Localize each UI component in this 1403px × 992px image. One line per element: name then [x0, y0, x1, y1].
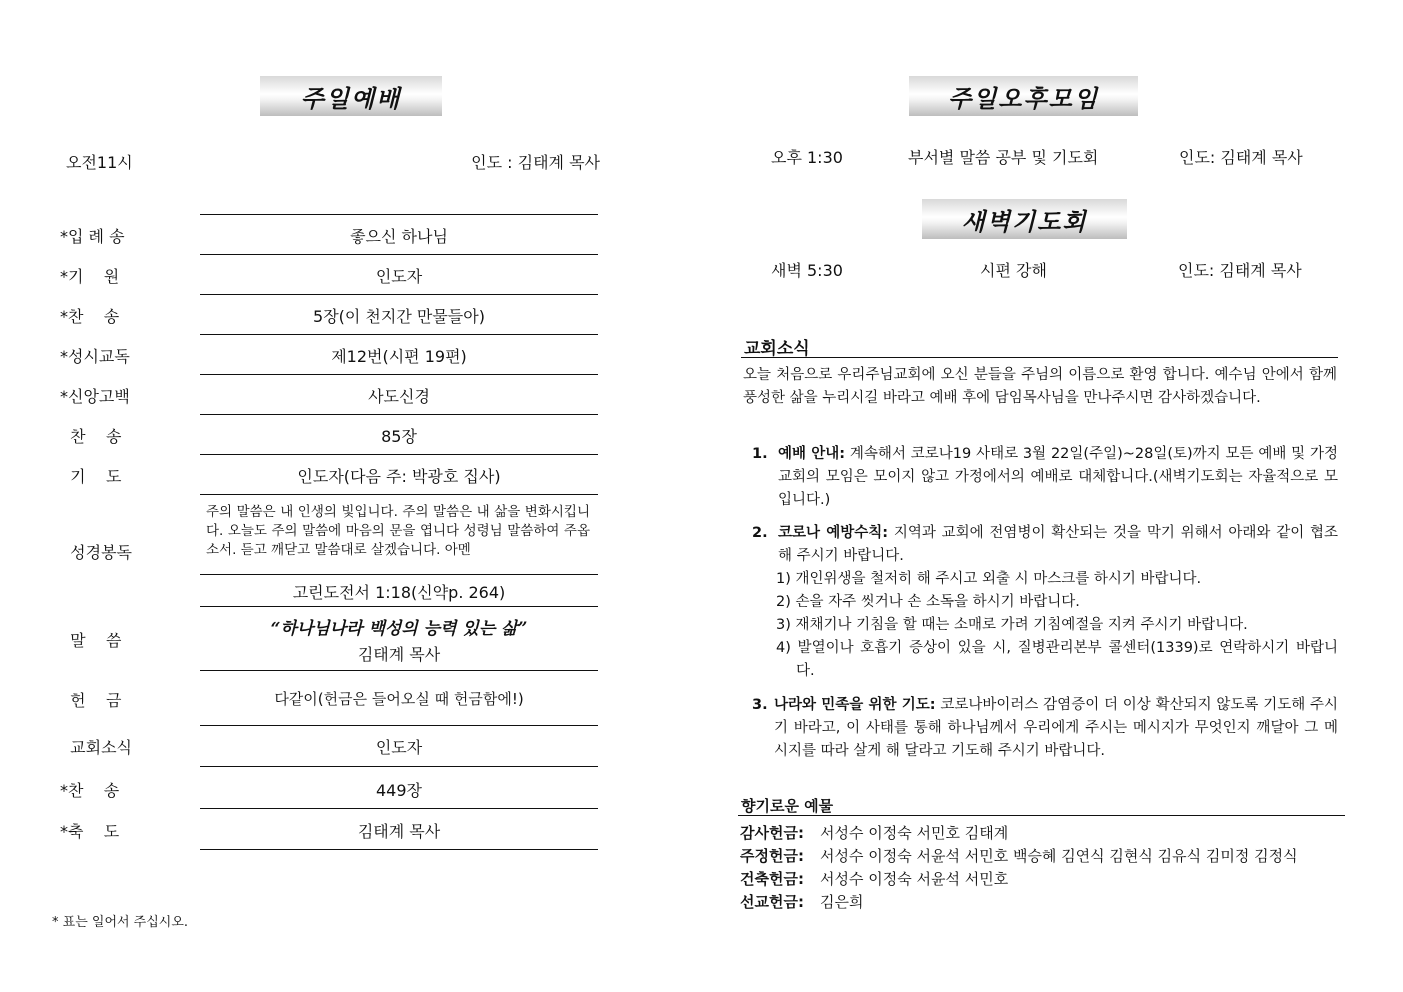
order-value: 85장: [381, 427, 417, 446]
order-value: 인도자: [375, 738, 423, 757]
order-label: *입 례 송: [60, 227, 125, 246]
order-label: 기 도: [60, 467, 122, 486]
item-number: 2.: [752, 525, 768, 541]
order-value: 인도자: [375, 267, 423, 286]
offering-label: 건축헌금:: [740, 870, 804, 888]
worship-banner: 주일예배: [260, 76, 442, 116]
item-text: 코로나바이러스 감염증이 더 이상 확산되지 않도록 기도해 주시기 바라고, 이 사태를 통해 하나님께서 우리에게 주시는 메시지가 무엇인지 깨달아 그 메시지를 따라 살게 해 달라고 기도해 주시기 바랍니다.: [774, 697, 1339, 759]
order-label: *찬 송: [60, 307, 120, 326]
row-divider: [200, 725, 598, 726]
offering-row: [740, 822, 1345, 845]
row-divider: [200, 374, 598, 375]
order-label: *찬 송: [60, 781, 120, 800]
sub-item: 3) 재채기나 기침을 할 때는 소매로 가려 기침예절을 지켜 주시기 바랍니다.: [776, 617, 1248, 633]
order-label: 말 씀: [60, 631, 122, 650]
offering-names: 서성수 이정숙 서민호 김태계: [820, 824, 1009, 842]
news-title-rule: [741, 357, 1338, 358]
offering-row: [740, 891, 1345, 914]
item-text: 지역과 교회에 전염병이 확산되는 것을 막기 위해서 아래와 같이 협조해 주시기 바랍니다.: [778, 525, 1338, 564]
news-item-1: [752, 443, 1338, 512]
row-divider: [200, 808, 598, 809]
offering-names: 서성수 이정숙 서윤석 서민호: [820, 870, 1009, 888]
order-value: 김태계 목사: [357, 822, 441, 841]
row-divider: [200, 606, 598, 607]
offering-names: 서성수 이정숙 서윤석 서민호 백승혜 김연식 김현식 김유식 김미정 김정식: [820, 847, 1298, 865]
order-label: 성경봉독: [60, 543, 132, 562]
order-label: 교회소식: [60, 738, 132, 757]
order-value: 좋으신 하나님: [350, 227, 448, 246]
order-value: 사도신경: [368, 387, 430, 406]
scripture-prayer: 주의 말씀은 내 인생의 빛입니다. 주의 말씀은 내 삶을 변화시킵니다. 오늘도 주의 말씀에 마음의 문을 엽니다 성령님 말씀하여 주옵소서. 듣고 깨닫고 말씀대로 살겠습니다. 아멘: [206, 504, 590, 558]
dawn-desc: 시편 강해: [980, 261, 1047, 280]
news-intro: 오늘 처음으로 우리주님교회에 오신 분들을 주님의 이름으로 환영 합니다. 예수님 안에서 함께 풍성한 삶을 누리시길 바라고 예배 후에 담임목사님을 만나주시면 감사하겠습니다.: [743, 367, 1337, 406]
item-title: 나라와 민족을 위한 기도:: [774, 697, 936, 713]
offering-title: 향기로운 예물: [741, 797, 834, 815]
order-label: 헌 금: [60, 691, 122, 710]
row-divider: [200, 214, 598, 215]
standing-footnote: * 표는 일어서 주십시오.: [52, 915, 189, 930]
order-value: 5장(이 천지간 만물들아): [313, 307, 485, 326]
news-title: 교회소식: [744, 339, 810, 359]
offering-list: [740, 822, 1345, 914]
item-text: 계속해서 코로나19 사태로 3월 22일(주일)~28일(토)까지 모든 예배 및 가정교회의 모임은 모이지 않고 가정에서의 예배로 대체합니다.(새벽기도회는 자율적으로 모입니다.): [778, 446, 1339, 508]
order-label: *기 원: [60, 267, 120, 286]
row-divider: [200, 254, 598, 255]
afternoon-time: 오후 1:30: [771, 148, 843, 167]
sub-item: 4) 발열이나 호흡기 증상이 있을 시, 질병관리본부 콜센터(1339)로 연락하시기 바랍니다.: [776, 640, 1338, 679]
offering-names: 김은희: [820, 893, 864, 911]
row-divider: [200, 334, 598, 335]
afternoon-banner: 주일오후모임: [909, 76, 1138, 116]
offering-label: 주정헌금:: [740, 847, 804, 865]
sermon-preacher: 김태계 목사: [357, 645, 441, 664]
sermon-title: “하나님나라 백성의 능력 있는 삶”: [270, 619, 528, 639]
item-number: 3.: [752, 697, 768, 713]
sub-item: 2) 손을 자주 씻거나 손 소독을 하시기 바랍니다.: [776, 594, 1080, 610]
row-divider: [200, 670, 598, 671]
afternoon-leader: 인도: 김태계 목사: [1179, 148, 1303, 167]
order-label: *성시교독: [60, 347, 130, 366]
order-value: 449장: [376, 781, 422, 800]
order-label: *축 도: [60, 822, 120, 841]
dawn-leader: 인도: 김태계 목사: [1178, 261, 1302, 280]
news-item-3: [752, 694, 1338, 763]
row-divider: [200, 766, 598, 767]
service-time: 오전11시: [66, 153, 133, 172]
order-value: 다같이(헌금은 들어오실 때 헌금함에!): [274, 690, 524, 708]
row-divider: [200, 494, 598, 495]
item-title: 코로나 예방수칙:: [778, 525, 889, 541]
order-value: 인도자(다음 주: 박광호 집사): [297, 467, 501, 486]
order-label: 찬 송: [60, 427, 122, 446]
dawn-time: 새벽 5:30: [771, 261, 843, 280]
row-divider: [200, 294, 598, 295]
afternoon-desc: 부서별 말씀 공부 및 기도회: [908, 148, 1099, 167]
offering-row: [740, 845, 1345, 868]
service-leader: 인도 : 김태계 목사: [471, 153, 600, 172]
row-divider: [200, 414, 598, 415]
row-divider: [200, 574, 598, 575]
order-label: *신앙고백: [60, 387, 130, 406]
dawn-banner: 새벽기도회: [922, 199, 1127, 239]
row-divider: [200, 849, 598, 850]
offering-label: 선교헌금:: [740, 893, 804, 911]
offering-title-rule: [738, 815, 1345, 816]
news-item-2: [752, 522, 1338, 683]
row-divider: [200, 454, 598, 455]
scripture-reference: 고린도전서 1:18(신약p. 264): [292, 583, 506, 602]
sub-item: 1) 개인위생을 철저히 해 주시고 외출 시 마스크를 하시기 바랍니다.: [776, 571, 1202, 587]
order-value: 제12번(시편 19편): [331, 347, 467, 366]
offering-row: [740, 868, 1345, 891]
offering-label: 감사헌금:: [740, 824, 804, 842]
item-number: 1.: [752, 446, 768, 462]
item-title: 예배 안내:: [778, 446, 846, 462]
